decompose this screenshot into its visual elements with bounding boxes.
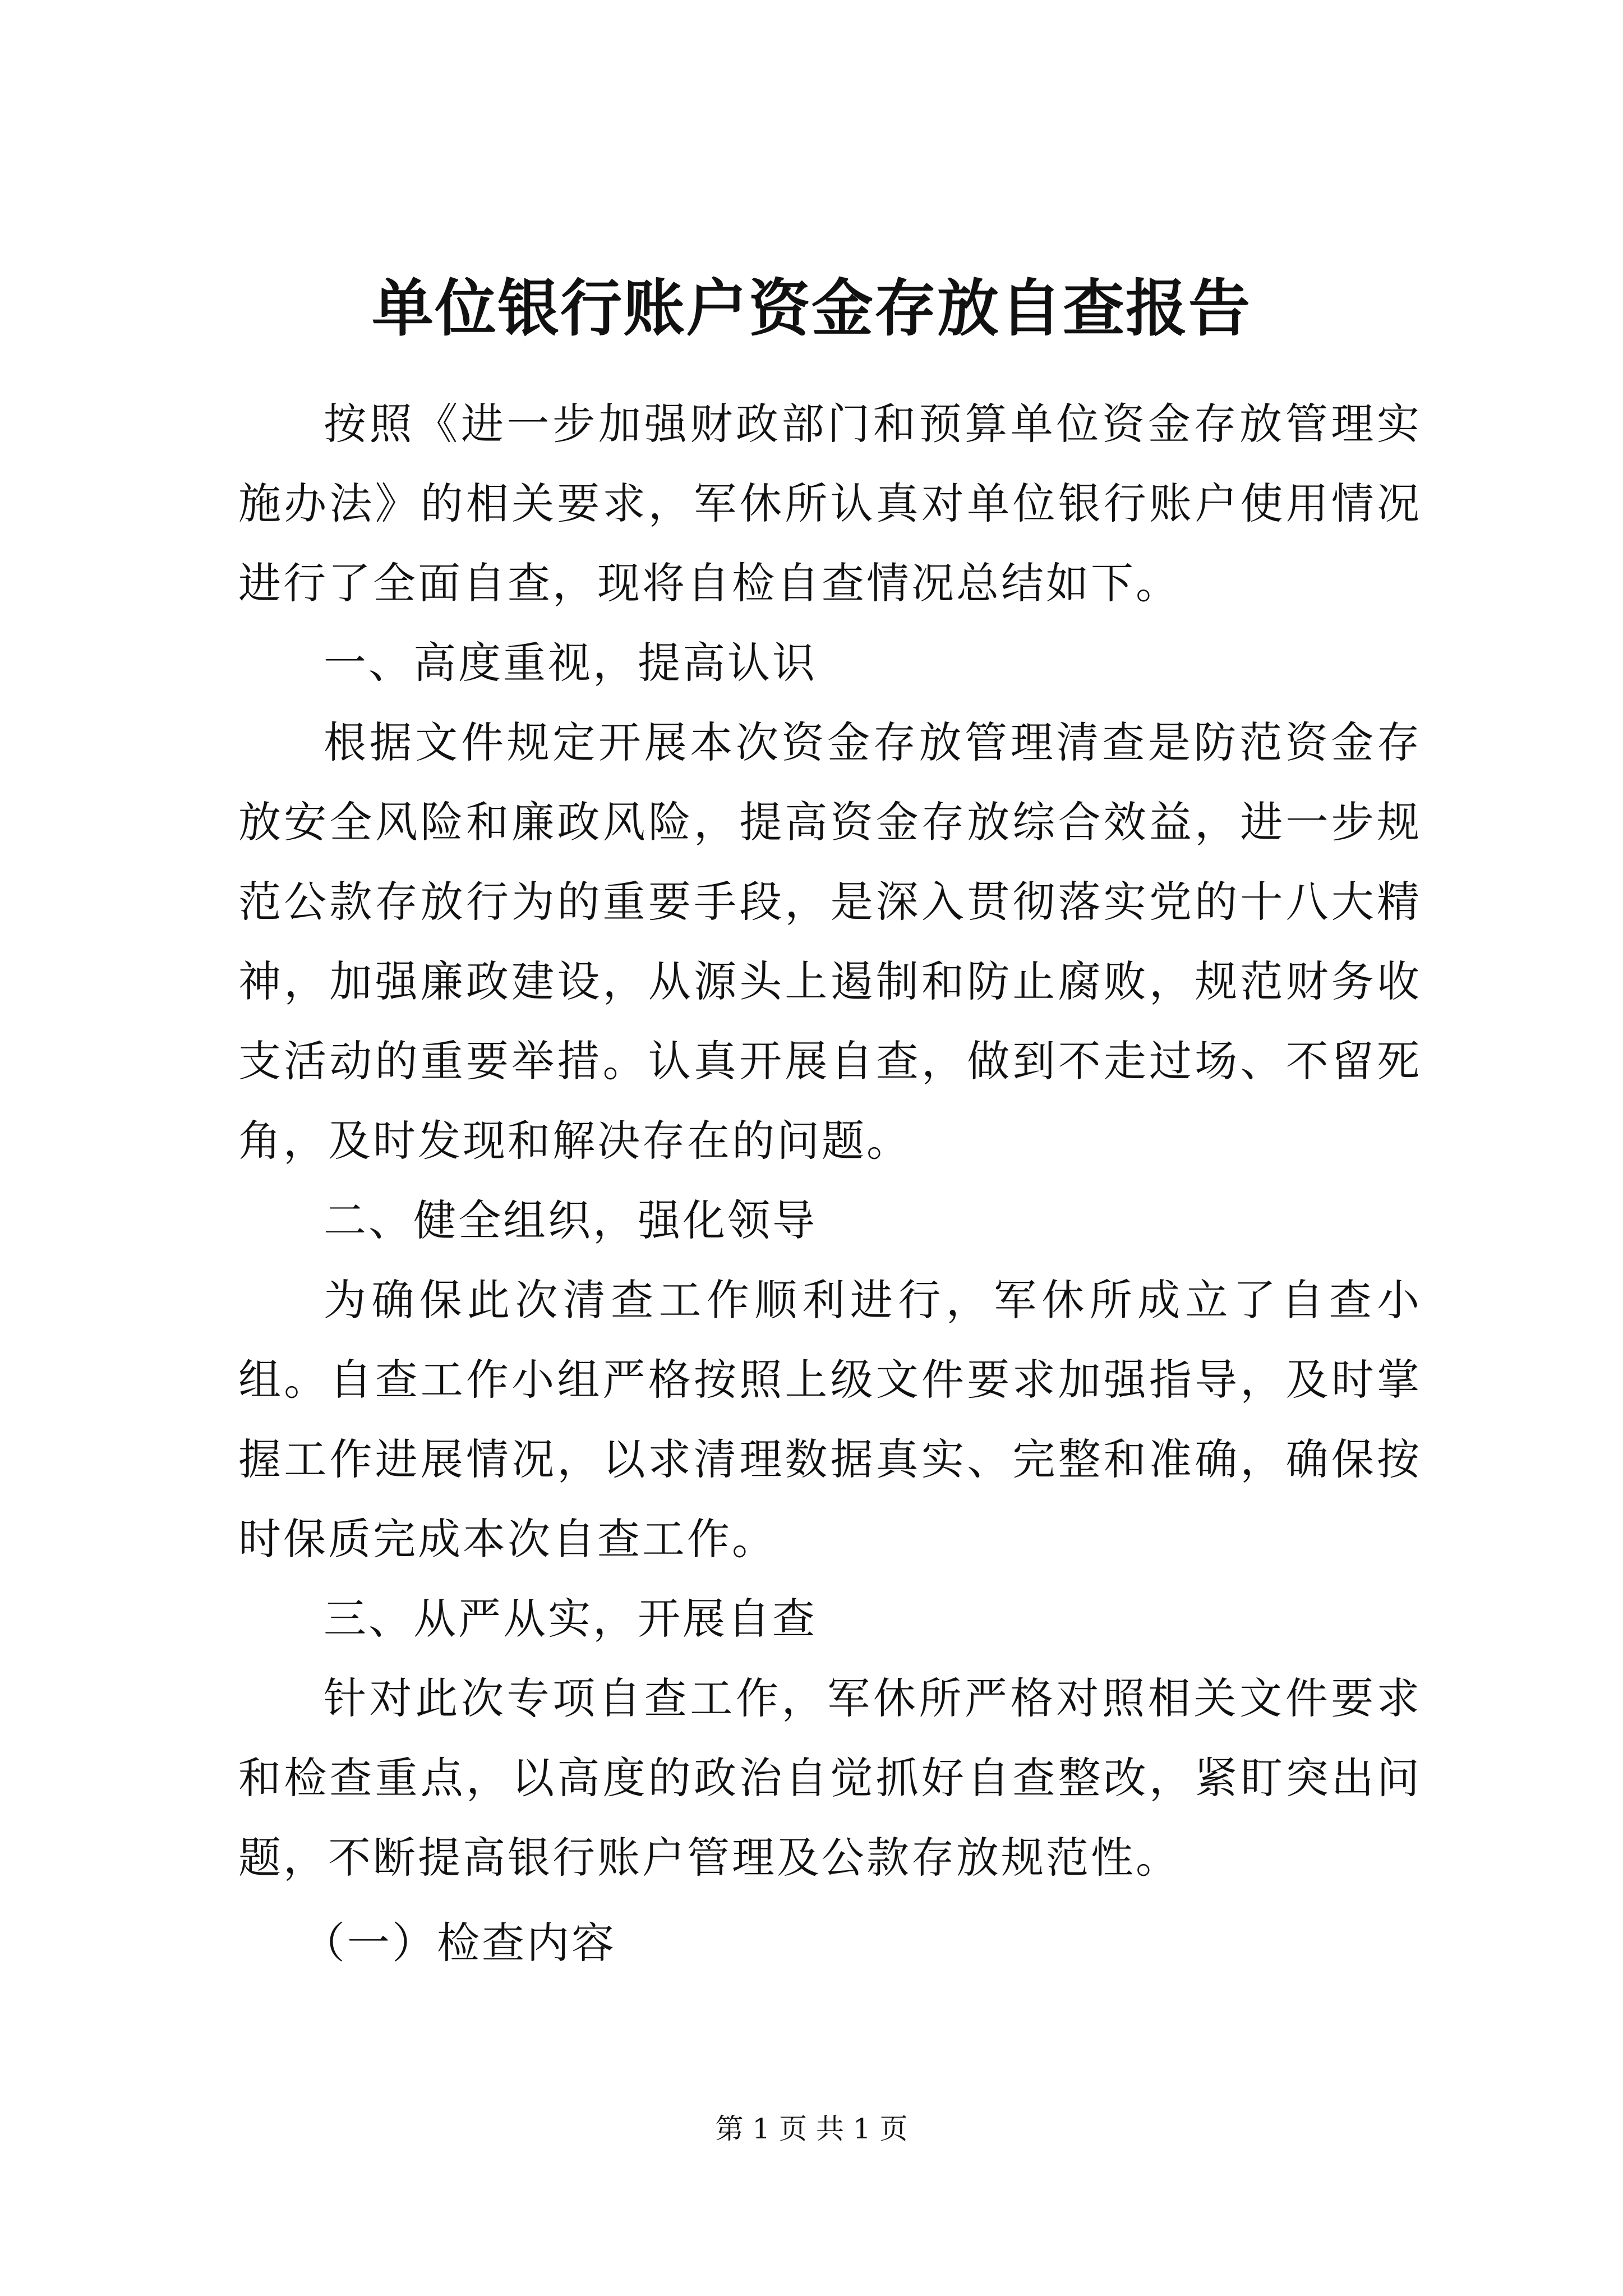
section-heading-3: 三、从严从实，开展自查 bbox=[324, 1594, 817, 1644]
section-1-paragraph: 根据文件规定开展本次资金存放管理清查是防范资金存放安全风险和廉政风险，提高资金存放综合效益，进一步规范公款存放行为的重要手段，是深入贯彻落实党的十八大精神，加强廉政建设，从源头上遏制和防止腐败，规范财务收支活动的重要举措。认真开展自查，做到不走过场、不留死角，及时发现和解决存在的问题。 bbox=[238, 717, 1422, 1166]
section-heading-2: 二、健全组织，强化领导 bbox=[324, 1195, 817, 1245]
intro-paragraph: 按照《进一步加强财政部门和预算单位资金存放管理实施办法》的相关要求，军休所认真对单位银行账户使用情况进行了全面自查，现将自检自查情况总结如下。 bbox=[238, 399, 1422, 608]
document-title: 单位银行账户资金存放自查报告 bbox=[372, 272, 1251, 344]
subsection-heading-1: （一）检查内容 bbox=[302, 1918, 616, 1968]
section-heading-1: 一、高度重视，提高认识 bbox=[324, 638, 817, 688]
document-body bbox=[238, 384, 1422, 1983]
section-3-paragraph: 针对此次专项自查工作，军休所严格对照相关文件要求和检查重点，以高度的政治自觉抓好自查整改，紧盯突出问题，不断提高银行账户管理及公款存放规范性。 bbox=[238, 1673, 1422, 1883]
page-footer: 第 1 页 共 1 页 bbox=[715, 2113, 908, 2145]
section-2-paragraph: 为确保此次清查工作顺利进行，军休所成立了自查小组。自查工作小组严格按照上级文件要求加强指导，及时掌握工作进展情况，以求清理数据真实、完整和准确，确保按时保质完成本次自查工作。 bbox=[238, 1275, 1422, 1564]
